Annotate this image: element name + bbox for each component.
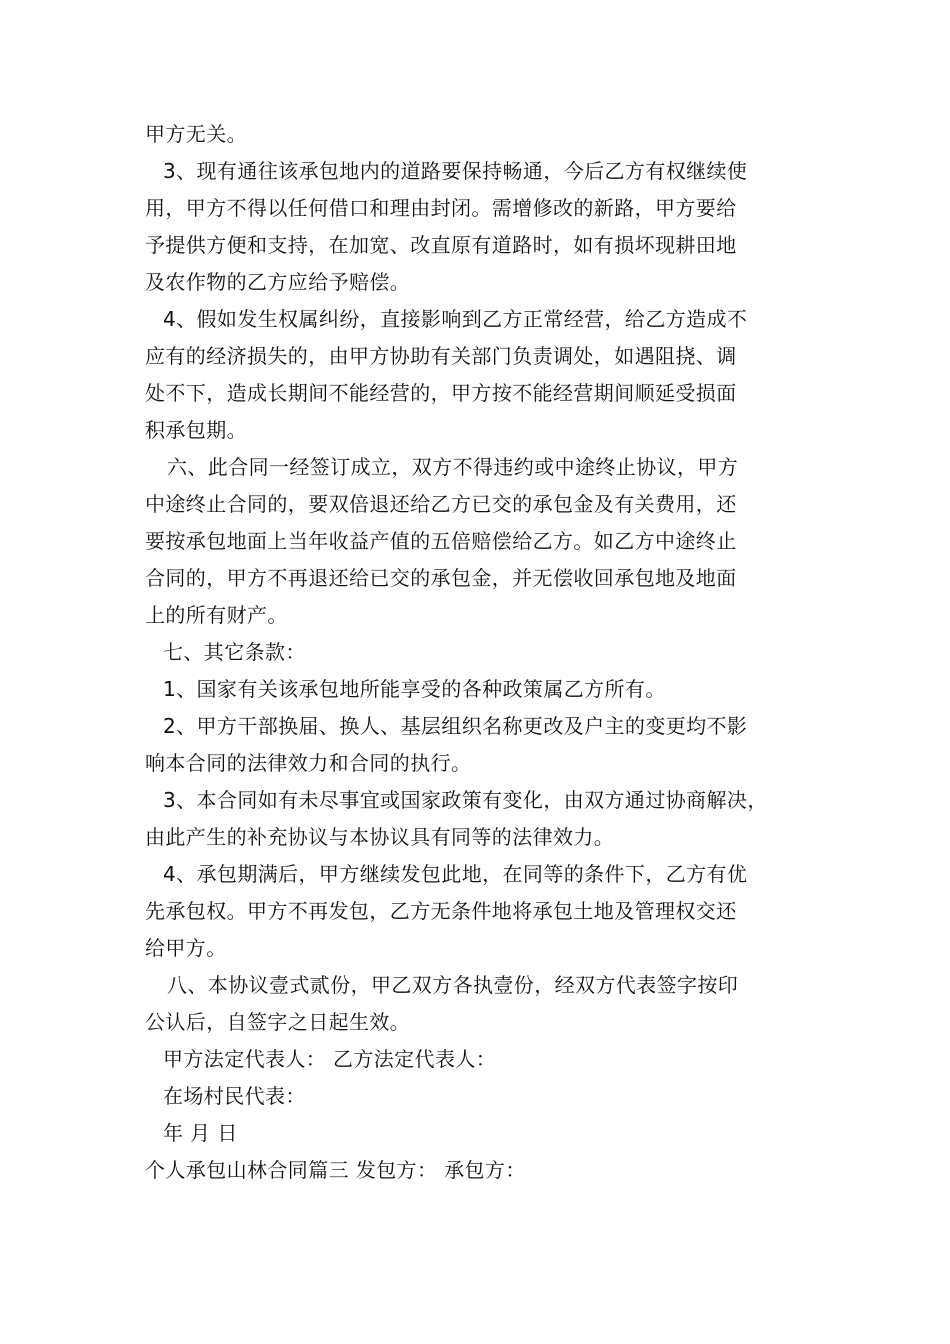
text-line: 处不下，造成长期间不能经营的，甲方按不能经营期间顺延受损面: [145, 381, 737, 405]
text-line: 积承包期。: [145, 418, 247, 442]
section-heading: 个人承包山林合同篇三 发包方： 承包方：: [145, 1158, 526, 1182]
text-line: 给甲方。: [145, 936, 227, 960]
text-line: 要按承包地面上当年收益产值的五倍赔偿给乙方。如乙方中途终止: [145, 529, 737, 553]
text-line: 上的所有财产。: [145, 603, 288, 627]
text-line: 2、甲方干部换届、换人、基层组织名称更改及户主的变更均不影: [163, 714, 748, 738]
text-line: 予提供方便和支持，在加宽、改直原有道路时，如有损坏现耕田地: [145, 233, 737, 257]
document-body: [145, 116, 810, 1189]
text-line: 3、本合同如有未尽事宜或国家政策有变化，由双方通过协商解决，: [163, 788, 768, 812]
text-line: 响本合同的法律效力和合同的执行。: [145, 751, 472, 775]
text-line: 六、此合同一经签订成立，双方不得违约或中途终止协议，甲方: [167, 455, 739, 479]
text-line: 七、其它条款：: [163, 640, 306, 664]
text-line: 及农作物的乙方应给予赔偿。: [145, 270, 411, 294]
signature-line: 甲方法定代表人： 乙方法定代表人：: [163, 1047, 497, 1071]
text-line: 1、国家有关该承包地所能享受的各种政策属乙方所有。: [163, 677, 666, 701]
text-line: 甲方无关。: [145, 122, 247, 146]
text-line: 4、假如发生权属纠纷，直接影响到乙方正常经营，给乙方造成不: [163, 307, 748, 331]
text-line: 由此产生的补充协议与本协议具有同等的法律效力。: [145, 825, 615, 849]
witness-line: 在场村民代表：: [163, 1084, 306, 1108]
text-line: 公认后，自签字之日起生效。: [145, 1010, 411, 1034]
text-line: 八、本协议壹式贰份，甲乙双方各执壹份，经双方代表签字按印: [167, 973, 739, 997]
text-line: 用，甲方不得以任何借口和理由封闭。需增修改的新路，甲方要给: [145, 196, 737, 220]
text-line: 应有的经济损失的，由甲方协助有关部门负责调处，如遇阻挠、调: [145, 344, 737, 368]
text-line: 中途终止合同的，要双倍退还给乙方已交的承包金及有关费用，还: [145, 492, 737, 516]
text-line: 4、承包期满后，甲方继续发包此地，在同等的条件下，乙方有优: [163, 862, 748, 886]
date-line: 年 月 日: [163, 1121, 238, 1145]
text-line: 3、现有通往该承包地内的道路要保持畅通，今后乙方有权继续使: [163, 159, 748, 183]
text-line: 合同的，甲方不再退还给已交的承包金，并无偿收回承包地及地面: [145, 566, 737, 590]
text-line: 先承包权。甲方不再发包，乙方无条件地将承包土地及管理权交还: [145, 899, 737, 923]
